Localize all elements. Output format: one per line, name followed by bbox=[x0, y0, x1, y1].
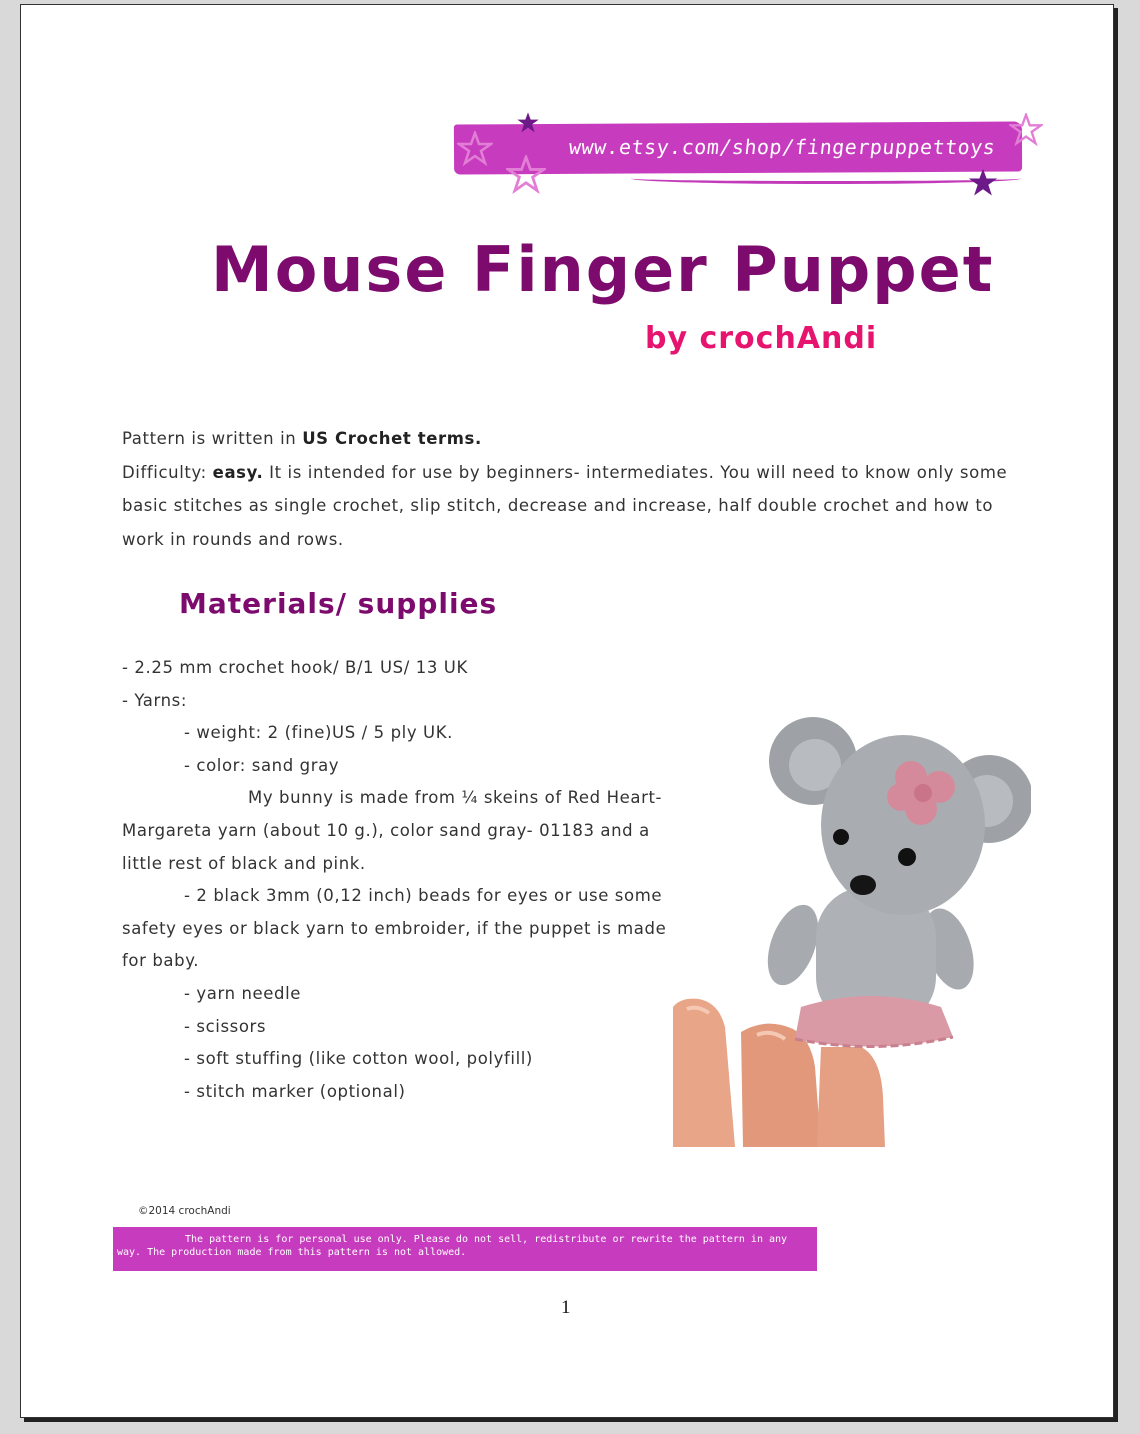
materials-list bbox=[122, 652, 677, 1108]
list-item: - 2.25 mm crochet hook/ B/1 US/ 13 UK bbox=[122, 658, 468, 677]
mouse-puppet-photo bbox=[671, 717, 1031, 1147]
document-page bbox=[20, 4, 1114, 1418]
page-number: 1 bbox=[561, 1297, 571, 1318]
difficulty-label: Difficulty: bbox=[122, 462, 213, 482]
list-item: My bunny is made from ¼ skeins of Red Heart- Margareta yarn (about 10 g.), color sand gray- 01183 and a little rest of black and pink. bbox=[122, 788, 663, 873]
intro-paragraph bbox=[122, 422, 1022, 556]
list-item: - scissors bbox=[184, 1016, 267, 1036]
difficulty-value: easy. bbox=[212, 462, 264, 482]
list-item: - soft stuffing (like cotton wool, polyfill) bbox=[184, 1049, 533, 1069]
list-item: - weight: 2 (fine)US / 5 ply UK. bbox=[184, 723, 454, 743]
list-item: - stitch marker (optional) bbox=[184, 1081, 406, 1101]
page-title: Mouse Finger Puppet bbox=[211, 233, 995, 306]
list-item: - yarn needle bbox=[184, 983, 302, 1003]
star-icon bbox=[506, 155, 546, 195]
copyright-text: ©2014 crochAndi bbox=[138, 1205, 231, 1217]
star-icon bbox=[516, 111, 540, 135]
crochet-terms: US Crochet terms. bbox=[302, 429, 482, 448]
star-icon bbox=[967, 167, 999, 199]
intro-line1: Pattern is written in bbox=[122, 429, 303, 448]
list-item: - Yarns: bbox=[122, 690, 188, 710]
star-icon bbox=[1009, 113, 1043, 147]
shop-url-link[interactable]: www.etsy.com/shop/fingerpuppettoys bbox=[567, 135, 997, 159]
list-item: - color: sand gray bbox=[184, 755, 340, 775]
banner-underline bbox=[631, 173, 1021, 184]
author-byline: by crochAndi bbox=[645, 321, 878, 356]
list-item: - 2 black 3mm (0,12 inch) beads for eyes or use some safety eyes or black yarn to embroider, if the puppet is made for baby. bbox=[122, 886, 667, 971]
usage-notice-banner: The pattern is for personal use only. Please do not sell, redistribute or rewrite the pattern in any way. The production made from this pattern is not allowed. bbox=[113, 1227, 817, 1271]
star-icon bbox=[457, 131, 493, 167]
difficulty-description: It is intended for use by beginners- intermediates. You will need to know only some basic stitches as single crochet, slip stitch, decrease and increase, half double crochet and how to work in rounds and rows. bbox=[122, 462, 1008, 549]
materials-heading: Materials/ supplies bbox=[179, 587, 498, 620]
